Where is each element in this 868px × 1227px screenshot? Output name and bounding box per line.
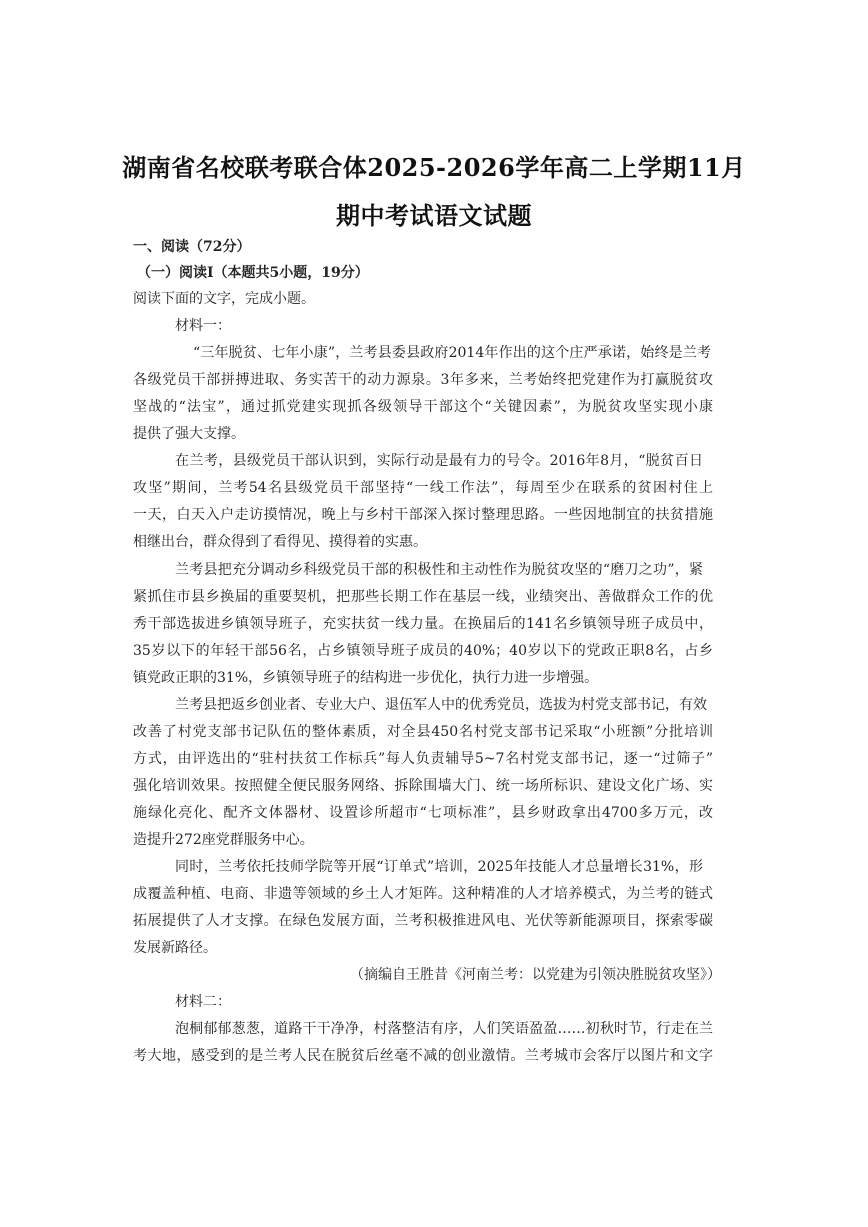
paragraph-line: 35岁以下的年轻干部56名，占乡镇领导班子成员的40%；40岁以下的党政正职8名，占乡 <box>133 643 713 659</box>
paragraph-line: 同时，兰考依托技师学院等开展“订单式”培训，2025年技能人才总量增长31%，形 <box>175 859 703 875</box>
paragraph-line: 紧抓住市县乡换届的重要契机，把那些长期工作在基层一线，业绩突出、善做群众工作的优 <box>133 589 713 605</box>
material2-label: 材料二： <box>175 994 231 1010</box>
section-heading: 一、阅读（72分） <box>133 239 251 255</box>
paragraph-line: 发展新路径。 <box>133 940 217 956</box>
paragraph-line: 兰考县把返乡创业者、专业大户、退伍军人中的优秀党员，选拔为村党支部书记，有效 <box>175 697 707 713</box>
paragraph-line: 考大地，感受到的是兰考人民在脱贫后丝毫不减的创业激情。兰考城市会客厅以图片和文字 <box>133 1048 713 1064</box>
paragraph-line: 镇党政正职的31%，乡镇领导班子的结构进一步优化，执行力进一步增强。 <box>133 670 599 686</box>
paragraph-line: 相继出台，群众得到了看得见、摸得着的实惠。 <box>133 534 427 550</box>
paragraph-line: 坚战的“法宝”，通过抓党建实现抓各级领导干部这个“关键因素”，为脱贫攻坚实现小康 <box>133 399 713 415</box>
paragraph-line: 成覆盖种植、电商、非遗等领域的乡土人才矩阵。这种精准的人才培养模式，为兰考的链式 <box>133 886 713 902</box>
paragraph-line: 各级党员干部拼搏进取、务实苦干的动力源泉。3年多来，兰考始终把党建作为打赢脱贫攻 <box>133 372 713 388</box>
exam-title-line1: 湖南省名校联考联合体2025-2026学年高二上学期11月 <box>122 153 746 182</box>
paragraph-line: 兰考县把充分调动乡科级党员干部的积极性和主动性作为脱贫攻坚的“磨刀之功”，紧 <box>175 562 703 578</box>
paragraph-line: 改善了村党支部书记队伍的整体素质，对全县450名村党支部书记采取“小班额”分批培训 <box>133 724 713 740</box>
instruction-text: 阅读下面的文字，完成小题。 <box>133 291 315 307</box>
paragraph-line: 拓展提供了人才支撑。在绿色发展方面，兰考积极推进风电、光伏等新能源项目，探索零碳 <box>133 913 713 929</box>
paragraph-line: 在兰考，县级党员干部认识到，实际行动是最有力的号令。2016年8月，“脱贫百日 <box>175 453 703 469</box>
source-citation: （摘编自王胜昔《河南兰考：以党建为引领决胜脱贫攻坚》） <box>350 967 721 983</box>
material1-label: 材料一： <box>175 318 231 334</box>
paragraph-line: 一天，白天入户走访摸情况，晚上与乡村干部深入探讨整理思路。一些因地制宜的扶贫措施 <box>133 507 713 523</box>
subsection-heading: （一）阅读Ⅰ（本题共5小题，19分） <box>137 265 369 281</box>
exam-title-line2: 期中考试语文试题 <box>336 201 532 230</box>
paragraph-line: 泡桐郁郁葱葱，道路干干净净，村落整洁有序，人们笑语盈盈……初秋时节，行走在兰 <box>175 1021 713 1037</box>
paragraph-line: 秀干部选拔进乡镇领导班子，充实扶贫一线力量。在换届后的141名乡镇领导班子成员中， <box>133 616 713 632</box>
paragraph-line: 攻坚”期间，兰考54名县级党员干部坚持“一线工作法”，每周至少在联系的贫困村住上 <box>133 480 713 496</box>
paragraph-line: 施绿化亮化、配齐文体器材、设置诊所超市“七项标准”，县乡财政拿出4700多万元，改 <box>133 805 713 821</box>
paragraph-line: “三年脱贫、七年小康”，兰考县委县政府2014年作出的这个庄严承诺，始终是兰考 <box>193 345 711 361</box>
paragraph-line: 提供了强大支撑。 <box>133 426 245 442</box>
paragraph-line: 造提升272座党群服务中心。 <box>133 832 314 848</box>
paragraph-line: 强化培训效果。按照健全便民服务网络、拆除围墙大门、统一场所标识、建设文化广场、实 <box>133 778 713 794</box>
paragraph-line: 方式，由评选出的“驻村扶贫工作标兵”每人负责辅导5~7名村党支部书记，逐一“过筛子” <box>133 751 713 767</box>
